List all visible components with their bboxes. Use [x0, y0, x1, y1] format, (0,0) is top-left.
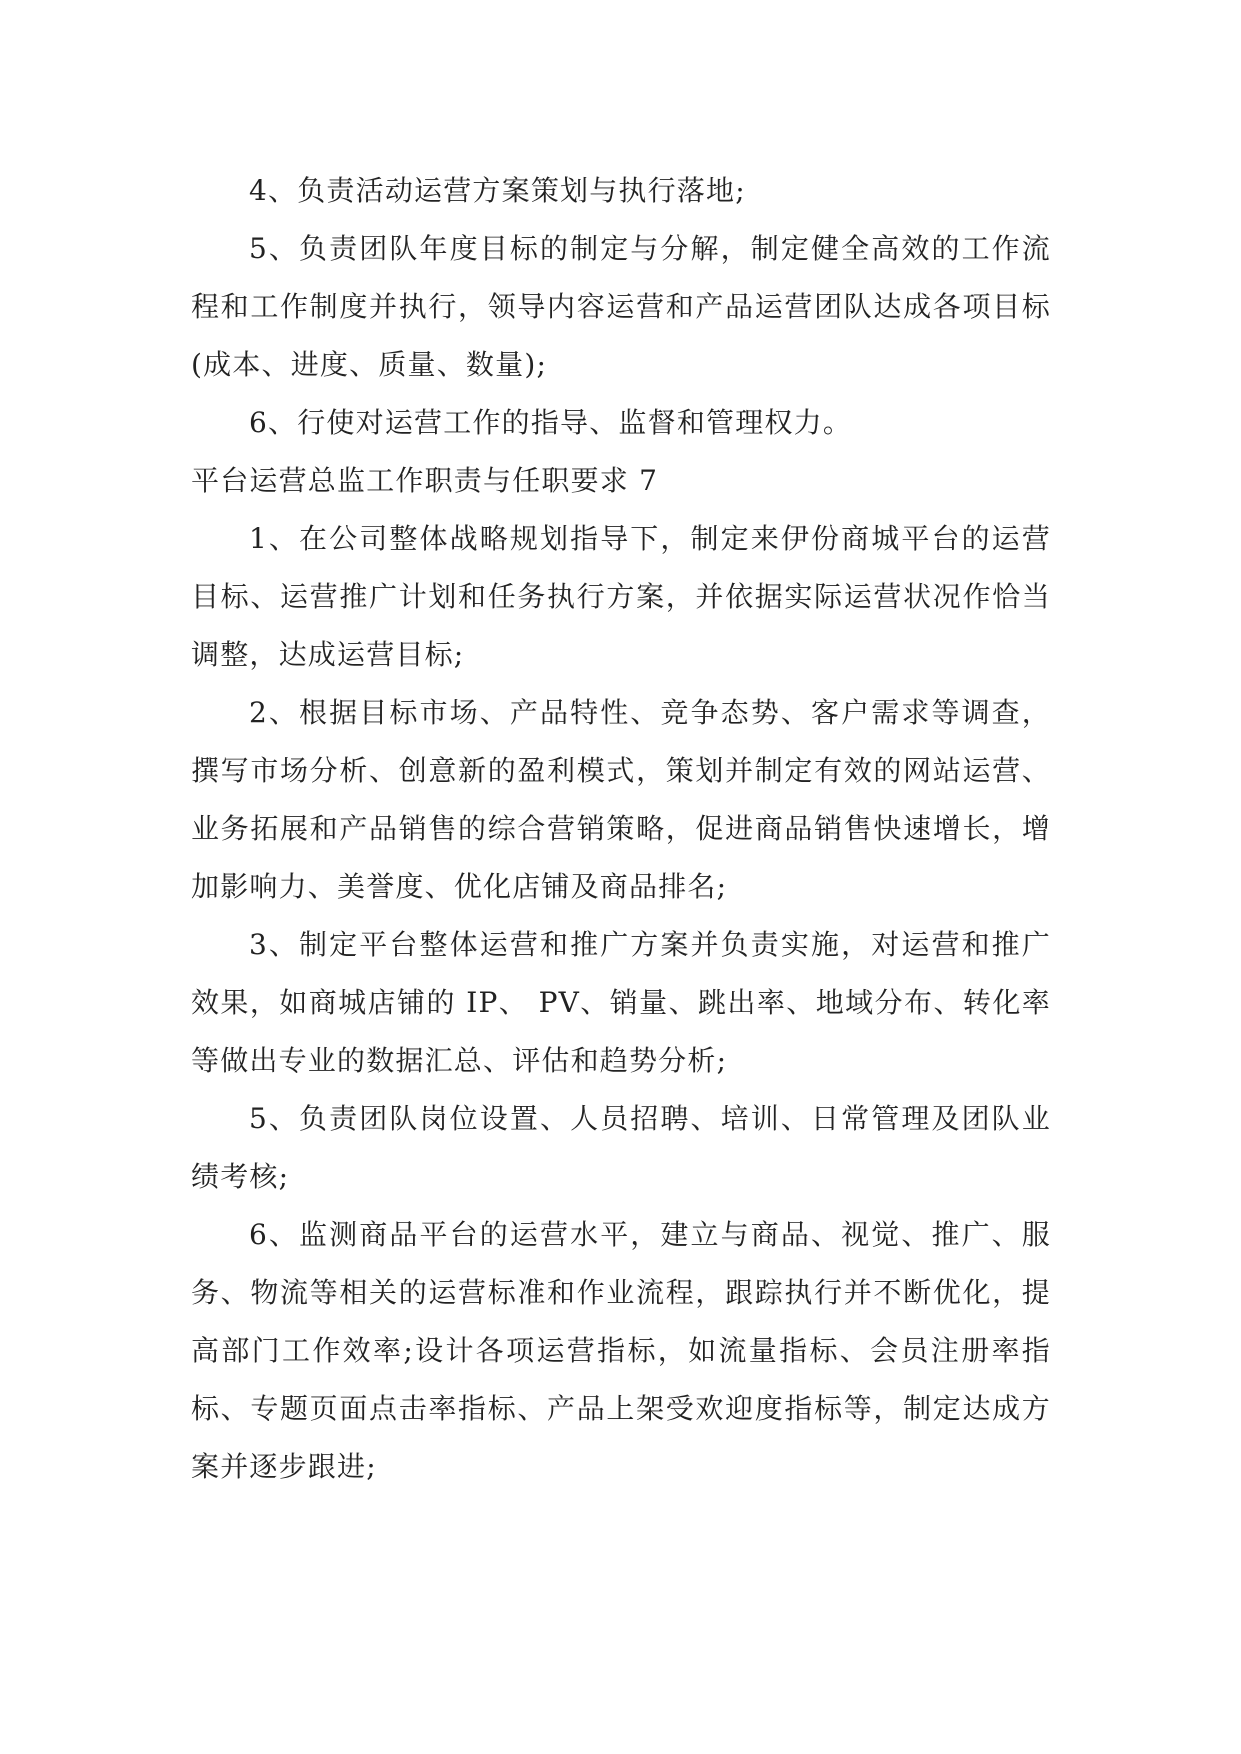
list-item: 4、负责活动运营方案策划与执行落地; — [249, 174, 746, 207]
list-item: 3、制定平台整体运营和推广方案并负责实施，对运营和推广效果，如商城店铺的 IP、 PV、销量、跳出率、地域分布、转化率等做出专业的数据汇总、评估和趋势分析; — [191, 928, 1051, 1077]
list-item: 6、行使对运营工作的指导、监督和管理权力。 — [249, 406, 853, 439]
list-item: 6、监测商品平台的运营水平，建立与商品、视觉、推广、服务、物流等相关的运营标准和作业流程，跟踪执行并不断优化，提高部门工作效率;设计各项运营指标，如流量指标、会员注册率指标、专题页面点击率指标、产品上架受欢迎度指标等，制定达成方案并逐步跟进; — [191, 1218, 1051, 1483]
list-item: 5、负责团队岗位设置、人员招聘、培训、日常管理及团队业绩考核; — [191, 1102, 1051, 1193]
list-item: 2、根据目标市场、产品特性、竞争态势、客户需求等调查，撰写市场分析、创意新的盈利模式，策划并制定有效的网站运营、业务拓展和产品销售的综合营销策略，促进商品销售快速增长，增加影响力、美誉度、优化店铺及商品排名; — [191, 696, 1051, 903]
list-item: 5、负责团队年度目标的制定与分解，制定健全高效的工作流程和工作制度并执行，领导内容运营和产品运营团队达成各项目标(成本、进度、质量、数量); — [191, 232, 1051, 381]
section-heading: 平台运营总监工作职责与任职要求 7 — [191, 464, 659, 497]
document-body — [191, 162, 1051, 1496]
list-item: 1、在公司整体战略规划指导下，制定来伊份商城平台的运营目标、运营推广计划和任务执行方案，并依据实际运营状况作恰当调整，达成运营目标; — [191, 522, 1051, 671]
